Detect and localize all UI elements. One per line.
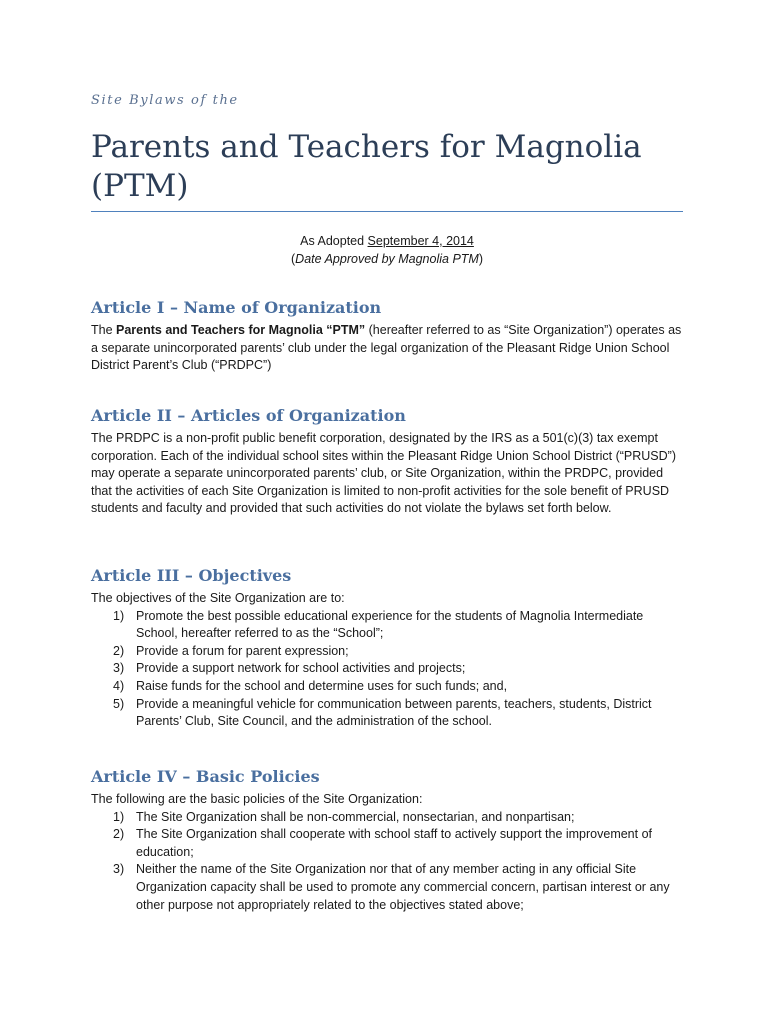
list-item-number: 3) xyxy=(113,661,125,676)
list-item-text: Neither the name of the Site Organization nor that of any member acting in any official Site Organization capacity shall be used to promote any commercial concern, partisan interest or any other purpose not appropriately related to the objectives stated above; xyxy=(136,862,670,912)
list-item-text: Provide a support network for school activities and projects; xyxy=(136,661,466,676)
adoption-block xyxy=(91,232,683,268)
list-item xyxy=(91,608,683,643)
list-item-number: 1) xyxy=(113,608,125,623)
list-item xyxy=(91,660,683,678)
article-4-section xyxy=(91,767,683,914)
article-3-intro: The objectives of the Site Organization are to: xyxy=(91,591,345,605)
list-item xyxy=(91,826,683,861)
article-1-text: (hereafter referred to as “Site Organization”) operates as a separate unincorporated parents’ club under the legal organization of the Pleasant Ridge Union School District Parent’s Club (“PRDPC”) xyxy=(91,323,682,373)
adopted-date: September 4, 2014 xyxy=(367,234,474,248)
document-subtitle: Site Bylaws of the xyxy=(91,93,239,108)
list-item xyxy=(91,809,683,827)
list-item-number: 1) xyxy=(113,809,125,824)
article-2-body: The PRDPC is a non-profit public benefit corporation, designated by the IRS as a 501(c)(3) tax exempt corporation. Each of the individual school sites within the Pleasant Ridge Union School District (“PRUSD”) may operate a separate unincorporated parents’ club, or Site Organization, within the PRDPC, provided that the activities of each Site Organization is limited to non-profit activities for the sole benefit of PRUSD students and faculty and provided that such activities do not violate the bylaws set forth below. xyxy=(91,431,676,516)
list-item-number: 2) xyxy=(113,827,125,842)
document-title: Parents and Teachers for Magnolia (PTM) xyxy=(91,129,642,204)
approval-close-paren: ) xyxy=(478,252,483,266)
article-1-section xyxy=(91,298,683,375)
policies-list xyxy=(91,809,683,915)
list-item-text: Promote the best possible educational experience for the students of Magnolia Intermediate School, hereafter referred to as the “School”; xyxy=(136,608,644,641)
approval-open-paren: ( xyxy=(291,252,296,266)
article-2-heading: Article II – Articles of Organization xyxy=(91,406,406,425)
list-item-text: The Site Organization shall be non-commercial, nonsectarian, and nonpartisan; xyxy=(136,809,575,824)
list-item-text: The Site Organization shall cooperate with school staff to actively support the improvement of education; xyxy=(136,827,653,859)
organization-name: Parents and Teachers for Magnolia “PTM” xyxy=(116,323,366,337)
article-3-heading: Article III – Objectives xyxy=(91,566,292,585)
adoption-line xyxy=(91,232,683,250)
article-3-section xyxy=(91,566,683,731)
list-item-number: 4) xyxy=(113,678,125,693)
article-1-body xyxy=(91,322,683,375)
list-item-text: Provide a forum for parent expression; xyxy=(136,643,349,658)
list-item-number: 5) xyxy=(113,696,125,711)
article-1-heading: Article I – Name of Organization xyxy=(91,298,382,317)
list-item-text: Provide a meaningful vehicle for communication between parents, teachers, students, District Parents’ Club, Site Council, and the administration of the school. xyxy=(136,696,652,729)
title-divider xyxy=(91,211,683,212)
adopted-prefix: As Adopted xyxy=(300,234,368,248)
list-item-number: 3) xyxy=(113,862,125,877)
list-item xyxy=(91,643,683,661)
objectives-list xyxy=(91,608,683,731)
list-item xyxy=(91,678,683,696)
list-item xyxy=(91,696,683,731)
article-2-section xyxy=(91,406,683,518)
approval-text: Date Approved by Magnolia PTM xyxy=(295,252,479,266)
approval-line xyxy=(91,250,683,268)
list-item xyxy=(91,861,683,914)
article-4-intro: The following are the basic policies of the Site Organization: xyxy=(91,792,423,806)
article-1-intro: The xyxy=(91,323,117,337)
article-4-heading: Article IV – Basic Policies xyxy=(91,767,320,786)
list-item-number: 2) xyxy=(113,643,125,658)
list-item-text: Raise funds for the school and determine uses for such funds; and, xyxy=(136,678,508,693)
